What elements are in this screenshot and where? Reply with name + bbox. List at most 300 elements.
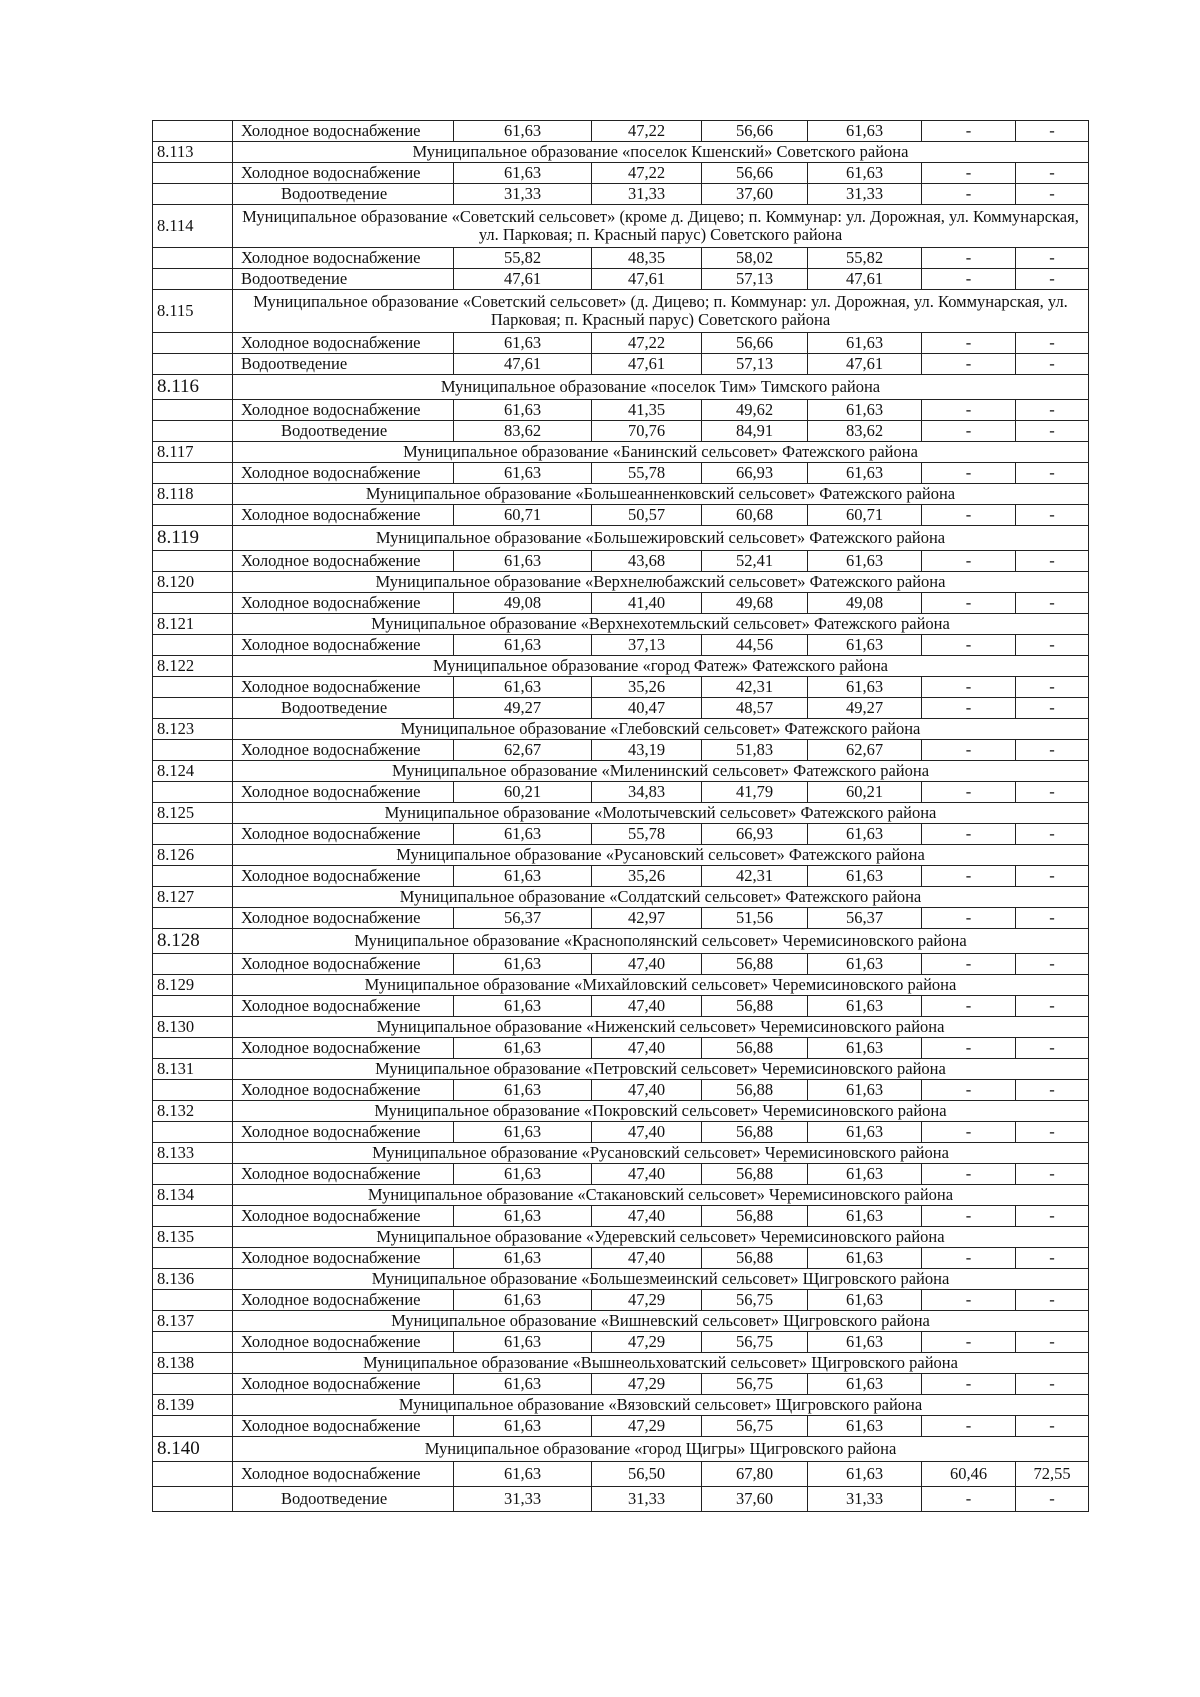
row-number: 8.124 [153,761,233,782]
tariff-value: - [922,698,1016,719]
tariff-value: - [1016,1248,1089,1269]
tariff-value: 61,63 [454,1206,592,1227]
tariff-value: 61,63 [454,824,592,845]
service-row [153,121,1089,142]
tariff-value: 47,29 [592,1374,702,1395]
tariff-value: 61,63 [454,1416,592,1437]
tariff-value: 31,33 [592,184,702,205]
tariff-value: 61,63 [454,551,592,572]
tariff-value: 61,63 [454,1164,592,1185]
service-row [153,551,1089,572]
service-row [153,1290,1089,1311]
tariff-value: 61,63 [808,1038,922,1059]
row-number: 8.137 [153,1311,233,1332]
service-row [153,1164,1089,1185]
tariff-value: - [1016,333,1089,354]
service-name: Водоотведение [233,269,454,290]
service-row [153,163,1089,184]
tariff-value: 47,29 [592,1416,702,1437]
municipality-title: Муниципальное образование «Большежировский сельсовет» Фатежского района [233,526,1089,551]
row-number [153,740,233,761]
section-row [153,1143,1089,1164]
tariff-value: 61,63 [808,954,922,975]
row-number [153,782,233,803]
row-number [153,698,233,719]
tariff-value: 48,57 [702,698,808,719]
municipality-title: Муниципальное образование «Удеревский сельсовет» Черемисиновского района [233,1227,1089,1248]
row-number: 8.118 [153,484,233,505]
row-number [153,677,233,698]
row-number [153,908,233,929]
service-row [153,698,1089,719]
service-row [153,505,1089,526]
service-row [153,1206,1089,1227]
municipality-title: Муниципальное образование «Советский сельсовет» (д. Дицево; п. Коммунар: ул. Дорожная, ул. Коммунарская, ул. Парковая; п. Красный парус) Советского района [233,290,1089,333]
tariff-value: - [1016,593,1089,614]
tariff-value: 37,60 [702,1487,808,1512]
tariff-value: - [922,463,1016,484]
service-row [153,354,1089,375]
row-number [153,1080,233,1101]
tariff-value: 56,37 [454,908,592,929]
tariff-value: 43,68 [592,551,702,572]
tariff-value: 60,21 [808,782,922,803]
tariff-value: 47,29 [592,1290,702,1311]
municipality-title: Муниципальное образование «Русановский сельсовет» Черемисиновского района [233,1143,1089,1164]
tariff-value: 62,67 [808,740,922,761]
tariff-value: - [922,996,1016,1017]
service-row [153,908,1089,929]
section-row [153,614,1089,635]
service-row [153,1122,1089,1143]
row-number: 8.122 [153,656,233,677]
tariff-value: 56,66 [702,333,808,354]
row-number: 8.120 [153,572,233,593]
tariff-value: 47,61 [454,269,592,290]
tariff-value: 41,40 [592,593,702,614]
tariff-value: 57,13 [702,269,808,290]
tariff-value: - [1016,908,1089,929]
row-number [153,1374,233,1395]
tariff-value: 40,47 [592,698,702,719]
tariff-value: 41,35 [592,400,702,421]
tariff-value: 56,88 [702,1206,808,1227]
service-row [153,1374,1089,1395]
tariff-value: 42,97 [592,908,702,929]
service-row [153,184,1089,205]
tariff-value: 56,88 [702,1122,808,1143]
municipality-title: Муниципальное образование «Советский сельсовет» (кроме д. Дицево; п. Коммунар: ул. Дорожная, ул. Коммунарская, ул. Парковая; п. Красный парус) Советского района [233,205,1089,248]
service-name: Холодное водоснабжение [233,1164,454,1185]
section-row [153,656,1089,677]
tariff-value: - [1016,698,1089,719]
row-number [153,635,233,656]
tariff-value: - [922,121,1016,142]
tariff-value: 47,61 [454,354,592,375]
row-number [153,954,233,975]
tariff-value: 61,63 [454,1248,592,1269]
row-number: 8.115 [153,290,233,333]
tariff-value: 84,91 [702,421,808,442]
tariff-value: 61,63 [454,1332,592,1353]
tariff-value: - [922,1416,1016,1437]
tariff-value: 56,75 [702,1374,808,1395]
tariff-value: 61,63 [454,1462,592,1487]
tariff-value: - [922,1248,1016,1269]
tariff-value: - [1016,677,1089,698]
tariff-value: 83,62 [454,421,592,442]
tariff-value: 60,68 [702,505,808,526]
tariff-value: - [1016,505,1089,526]
row-number: 8.123 [153,719,233,740]
row-number [153,551,233,572]
row-number: 8.139 [153,1395,233,1416]
service-row [153,1487,1089,1512]
tariff-value: 61,63 [454,1374,592,1395]
row-number [153,1332,233,1353]
tariff-value: 42,31 [702,677,808,698]
tariff-value: 47,61 [808,269,922,290]
service-name: Холодное водоснабжение [233,740,454,761]
tariff-value: 56,88 [702,1248,808,1269]
tariff-value: - [922,1374,1016,1395]
tariff-value: 61,63 [454,866,592,887]
tariff-value: 47,40 [592,954,702,975]
service-name: Холодное водоснабжение [233,782,454,803]
service-name: Холодное водоснабжение [233,824,454,845]
tariff-value: - [922,1206,1016,1227]
service-name: Холодное водоснабжение [233,248,454,269]
tariff-value: 56,88 [702,1080,808,1101]
municipality-title: Муниципальное образование «город Щигры» Щигровского района [233,1437,1089,1462]
tariff-value: - [922,248,1016,269]
row-number [153,593,233,614]
tariff-value: - [922,505,1016,526]
tariff-table-body [153,121,1089,1512]
tariff-value: 47,22 [592,121,702,142]
row-number: 8.132 [153,1101,233,1122]
row-number: 8.121 [153,614,233,635]
tariff-value: 43,19 [592,740,702,761]
section-row [153,1311,1089,1332]
tariff-value: 47,61 [592,354,702,375]
tariff-value: - [1016,184,1089,205]
tariff-value: - [922,551,1016,572]
tariff-value: 52,41 [702,551,808,572]
section-row [153,887,1089,908]
municipality-title: Муниципальное образование «Большеанненковский сельсовет» Фатежского района [233,484,1089,505]
tariff-value: 58,02 [702,248,808,269]
municipality-title: Муниципальное образование «Миленинский сельсовет» Фатежского района [233,761,1089,782]
service-name: Холодное водоснабжение [233,996,454,1017]
service-name: Холодное водоснабжение [233,1206,454,1227]
tariff-value: 47,61 [808,354,922,375]
municipality-title: Муниципальное образование «Солдатский сельсовет» Фатежского района [233,887,1089,908]
municipality-title: Муниципальное образование «Вышнеольховатский сельсовет» Щигровского района [233,1353,1089,1374]
tariff-value: - [1016,354,1089,375]
tariff-value: 31,33 [808,184,922,205]
row-number [153,996,233,1017]
tariff-value: 61,63 [808,866,922,887]
tariff-value: 47,40 [592,1122,702,1143]
service-row [153,635,1089,656]
service-name: Холодное водоснабжение [233,121,454,142]
tariff-value: 61,63 [808,551,922,572]
tariff-value: - [922,421,1016,442]
tariff-value: 61,63 [808,1416,922,1437]
tariff-value: - [1016,1080,1089,1101]
tariff-value: 56,88 [702,1164,808,1185]
row-number [153,1248,233,1269]
section-row [153,1059,1089,1080]
tariff-value: 35,26 [592,677,702,698]
tariff-value: 56,88 [702,954,808,975]
tariff-value: - [922,593,1016,614]
service-name: Холодное водоснабжение [233,505,454,526]
tariff-value: 41,79 [702,782,808,803]
row-number [153,463,233,484]
tariff-value: - [1016,1122,1089,1143]
tariff-value: 61,63 [808,163,922,184]
tariff-value: 51,83 [702,740,808,761]
municipality-title: Муниципальное образование «Банинский сельсовет» Фатежского района [233,442,1089,463]
service-row [153,1462,1089,1487]
section-row [153,975,1089,996]
tariff-value: 44,56 [702,635,808,656]
tariff-value: 31,33 [454,184,592,205]
tariff-value: 61,63 [454,463,592,484]
tariff-value: 56,88 [702,1038,808,1059]
service-row [153,1332,1089,1353]
tariff-value: 47,40 [592,996,702,1017]
tariff-value: 47,22 [592,163,702,184]
tariff-value: - [922,1038,1016,1059]
row-number: 8.128 [153,929,233,954]
tariff-value: 61,63 [454,121,592,142]
tariff-value: 47,40 [592,1080,702,1101]
tariff-value: 66,93 [702,824,808,845]
tariff-value: 56,66 [702,163,808,184]
tariff-value: 66,93 [702,463,808,484]
row-number [153,824,233,845]
service-name: Холодное водоснабжение [233,954,454,975]
service-name: Холодное водоснабжение [233,1462,454,1487]
row-number [153,354,233,375]
tariff-value: 61,63 [808,1374,922,1395]
tariff-value: - [1016,996,1089,1017]
tariff-value: 61,63 [808,1080,922,1101]
tariff-value: 61,63 [808,635,922,656]
service-row [153,269,1089,290]
section-row [153,719,1089,740]
municipality-title: Муниципальное образование «поселок Кшенский» Советского района [233,142,1089,163]
service-row [153,1248,1089,1269]
service-name: Холодное водоснабжение [233,1374,454,1395]
tariff-value: 61,63 [808,1206,922,1227]
tariff-value: 61,63 [454,333,592,354]
service-name: Водоотведение [233,184,454,205]
tariff-value: 47,61 [592,269,702,290]
municipality-title: Муниципальное образование «Верхнехотемльский сельсовет» Фатежского района [233,614,1089,635]
service-name: Водоотведение [233,354,454,375]
service-name: Холодное водоснабжение [233,1080,454,1101]
municipality-title: Муниципальное образование «Вязовский сельсовет» Щигровского района [233,1395,1089,1416]
tariff-value: 49,08 [454,593,592,614]
row-number [153,184,233,205]
tariff-value: 61,63 [454,163,592,184]
row-number [153,1038,233,1059]
tariff-value: - [922,740,1016,761]
tariff-value: 61,63 [808,677,922,698]
tariff-value: - [922,677,1016,698]
service-name: Холодное водоснабжение [233,593,454,614]
tariff-value: - [1016,635,1089,656]
tariff-table [152,120,1089,1512]
row-number: 8.138 [153,1353,233,1374]
tariff-value: 47,40 [592,1164,702,1185]
service-name: Холодное водоснабжение [233,400,454,421]
tariff-value: 61,63 [808,400,922,421]
section-row [153,1101,1089,1122]
service-name: Водоотведение [233,421,454,442]
tariff-value: - [922,184,1016,205]
row-number [153,421,233,442]
municipality-title: Муниципальное образование «Молотычевский сельсовет» Фатежского района [233,803,1089,824]
row-number [153,1487,233,1512]
municipality-title: Муниципальное образование «Петровский сельсовет» Черемисиновского района [233,1059,1089,1080]
municipality-title: Муниципальное образование «поселок Тим» Тимского района [233,375,1089,400]
service-name: Холодное водоснабжение [233,1248,454,1269]
tariff-value: 61,63 [454,635,592,656]
tariff-value: 61,63 [454,677,592,698]
tariff-value: - [1016,421,1089,442]
tariff-value: 55,78 [592,824,702,845]
tariff-value: 62,67 [454,740,592,761]
tariff-value: 61,63 [454,1122,592,1143]
service-row [153,677,1089,698]
tariff-value: 61,63 [808,1164,922,1185]
tariff-value: 57,13 [702,354,808,375]
service-name: Холодное водоснабжение [233,677,454,698]
tariff-value: 61,63 [808,1290,922,1311]
section-row [153,1437,1089,1462]
municipality-title: Муниципальное образование «Большезмеинский сельсовет» Щигровского района [233,1269,1089,1290]
municipality-title: Муниципальное образование «город Фатеж» Фатежского района [233,656,1089,677]
tariff-value: 48,35 [592,248,702,269]
tariff-value: - [922,354,1016,375]
tariff-value: - [1016,121,1089,142]
service-row [153,954,1089,975]
row-number: 8.113 [153,142,233,163]
tariff-value: 83,62 [808,421,922,442]
tariff-value: 61,63 [454,400,592,421]
section-row [153,803,1089,824]
section-row [153,572,1089,593]
service-name: Холодное водоснабжение [233,1332,454,1353]
service-name: Холодное водоснабжение [233,1122,454,1143]
row-number: 8.116 [153,375,233,400]
tariff-value: 31,33 [592,1487,702,1512]
row-number: 8.134 [153,1185,233,1206]
section-row [153,142,1089,163]
service-row [153,593,1089,614]
service-name: Водоотведение [233,1487,454,1512]
tariff-value: - [1016,1374,1089,1395]
tariff-value: - [1016,400,1089,421]
tariff-value: 61,63 [454,996,592,1017]
service-row [153,866,1089,887]
service-row [153,400,1089,421]
municipality-title: Муниципальное образование «Михайловский сельсовет» Черемисиновского района [233,975,1089,996]
tariff-value: - [922,1290,1016,1311]
tariff-value: 31,33 [454,1487,592,1512]
tariff-value: 61,63 [454,1038,592,1059]
row-number [153,866,233,887]
section-row [153,761,1089,782]
service-name: Холодное водоснабжение [233,635,454,656]
tariff-value: 37,13 [592,635,702,656]
tariff-value: - [922,163,1016,184]
row-number [153,1164,233,1185]
service-name: Водоотведение [233,698,454,719]
tariff-value: - [1016,269,1089,290]
service-name: Холодное водоснабжение [233,1038,454,1059]
section-row [153,1353,1089,1374]
tariff-value: 56,75 [702,1290,808,1311]
service-name: Холодное водоснабжение [233,866,454,887]
row-number: 8.135 [153,1227,233,1248]
tariff-value: - [922,400,1016,421]
tariff-value: 49,08 [808,593,922,614]
row-number: 8.125 [153,803,233,824]
tariff-value: 61,63 [808,1248,922,1269]
tariff-value: - [1016,824,1089,845]
tariff-value: 61,63 [808,824,922,845]
tariff-value: - [1016,163,1089,184]
tariff-value: 61,63 [808,1462,922,1487]
tariff-value: 47,29 [592,1332,702,1353]
tariff-value: 70,76 [592,421,702,442]
tariff-value: - [922,908,1016,929]
tariff-value: - [922,1080,1016,1101]
tariff-value: 49,62 [702,400,808,421]
tariff-value: 31,33 [808,1487,922,1512]
tariff-value: - [1016,1332,1089,1353]
service-row [153,740,1089,761]
tariff-value: 67,80 [702,1462,808,1487]
tariff-value: 34,83 [592,782,702,803]
row-number: 8.136 [153,1269,233,1290]
service-row [153,333,1089,354]
tariff-value: 47,40 [592,1038,702,1059]
row-number [153,1290,233,1311]
row-number [153,333,233,354]
row-number: 8.131 [153,1059,233,1080]
section-row [153,484,1089,505]
service-name: Холодное водоснабжение [233,908,454,929]
municipality-title: Муниципальное образование «Верхнелюбажский сельсовет» Фатежского района [233,572,1089,593]
document-page [152,120,1088,1512]
tariff-value: - [1016,740,1089,761]
tariff-value: - [922,954,1016,975]
row-number [153,505,233,526]
row-number: 8.140 [153,1437,233,1462]
tariff-value: 47,40 [592,1248,702,1269]
tariff-value: 47,22 [592,333,702,354]
tariff-value: 60,21 [454,782,592,803]
tariff-value: 37,60 [702,184,808,205]
tariff-value: 56,50 [592,1462,702,1487]
